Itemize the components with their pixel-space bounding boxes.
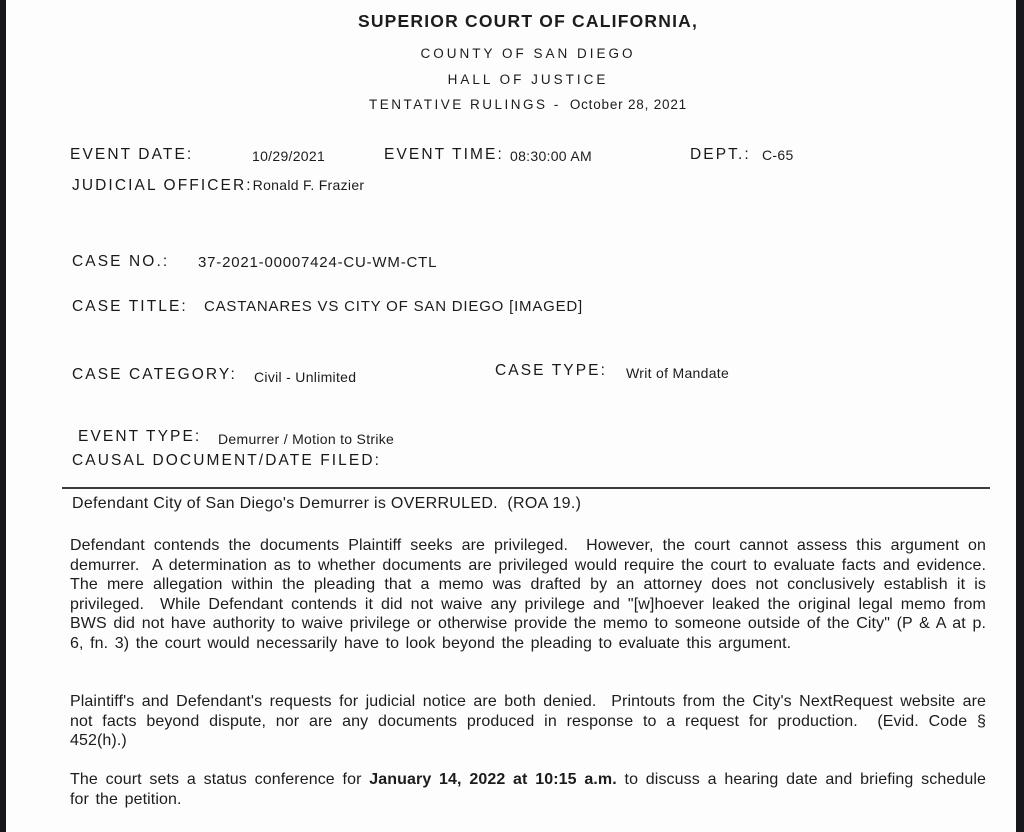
event-date-value: 10/29/2021 bbox=[252, 148, 326, 164]
ruling-headline: Defendant City of San Diego's Demurrer is OVERRULED. (ROA 19.) bbox=[72, 495, 582, 512]
judicial-officer-value: Ronald F. Frazier bbox=[252, 177, 365, 193]
event-type-value: Demurrer / Motion to Strike bbox=[218, 431, 395, 447]
ruling-paragraph-1: Defendant contends the documents Plaintiff seeks are privileged. However, the court cannot assess this argument on demurrer. A determination as to whether documents are privileged would require the court to evaluate facts and evidence. The mere allegation within the pleading that a memo was drafted by an attorney does not conclusively establish it is privileged. While Defendant contends it did not waive any privilege and "[w]hoever leaked the original legal memo from BWS did not have authority to waive privilege or otherwise provide the memo to someone outside of the City" (P & A at p. 6, fn. 3) the court would necessarily have to look beyond the pleading to evaluate this argument. bbox=[70, 537, 1000, 652]
case-category-value: Civil - Unlimited bbox=[254, 369, 357, 385]
case-no-label: CASE NO.: bbox=[72, 253, 170, 270]
tentative-rulings-label: TENTATIVE RULINGS - bbox=[369, 97, 561, 112]
case-category-label: CASE CATEGORY: bbox=[72, 366, 237, 383]
court-title: SUPERIOR COURT OF CALIFORNIA, bbox=[357, 11, 699, 31]
tentative-rulings-line bbox=[70, 97, 986, 112]
dept-label: DEPT.: bbox=[690, 146, 751, 163]
judicial-officer-row bbox=[72, 177, 364, 195]
event-type-label: EVENT TYPE: bbox=[78, 428, 202, 445]
event-date-label: EVENT DATE: bbox=[70, 146, 194, 163]
scan-edge-right bbox=[1016, 0, 1024, 832]
event-time-label: EVENT TIME: bbox=[384, 146, 504, 163]
court-county: COUNTY OF SAN DIEGO bbox=[420, 46, 636, 61]
ruling-paragraph-3 bbox=[70, 770, 993, 809]
event-time-value: 08:30:00 AM bbox=[510, 148, 592, 164]
status-conference-text-before: The court sets a status conference for bbox=[70, 771, 370, 788]
ruling-paragraph-2: Plaintiff's and Defendant's requests for judicial notice are both denied. Printouts from the City's NextRequest website are not facts beyond dispute, nor are any documents produced in response to a request for production. (Evid. Code § 452(h).) bbox=[70, 693, 993, 749]
case-type-value: Writ of Mandate bbox=[626, 365, 730, 381]
causal-document-label: CAUSAL DOCUMENT/DATE FILED: bbox=[72, 452, 382, 469]
case-title-label: CASE TITLE: bbox=[72, 298, 188, 315]
dept-value: C-65 bbox=[762, 147, 794, 163]
scan-edge-left bbox=[0, 0, 6, 832]
court-hall: HALL OF JUSTICE bbox=[447, 72, 609, 87]
judicial-officer-label: JUDICIAL OFFICER: bbox=[72, 177, 253, 194]
case-type-label: CASE TYPE: bbox=[495, 362, 608, 379]
document-content bbox=[70, 0, 1000, 832]
case-title-value: CASTANARES VS CITY OF SAN DIEGO [IMAGED] bbox=[204, 298, 584, 315]
case-no-value: 37-2021-00007424-CU-WM-CTL bbox=[198, 254, 438, 271]
status-conference-date: January 14, 2022 at 10:15 a.m. bbox=[369, 771, 617, 788]
tentative-rulings-date: October 28, 2021 bbox=[569, 97, 687, 112]
status-conference-text-after: to discuss a hearing date and briefing schedule for the petition. bbox=[70, 771, 993, 808]
section-divider-rule bbox=[62, 487, 990, 489]
